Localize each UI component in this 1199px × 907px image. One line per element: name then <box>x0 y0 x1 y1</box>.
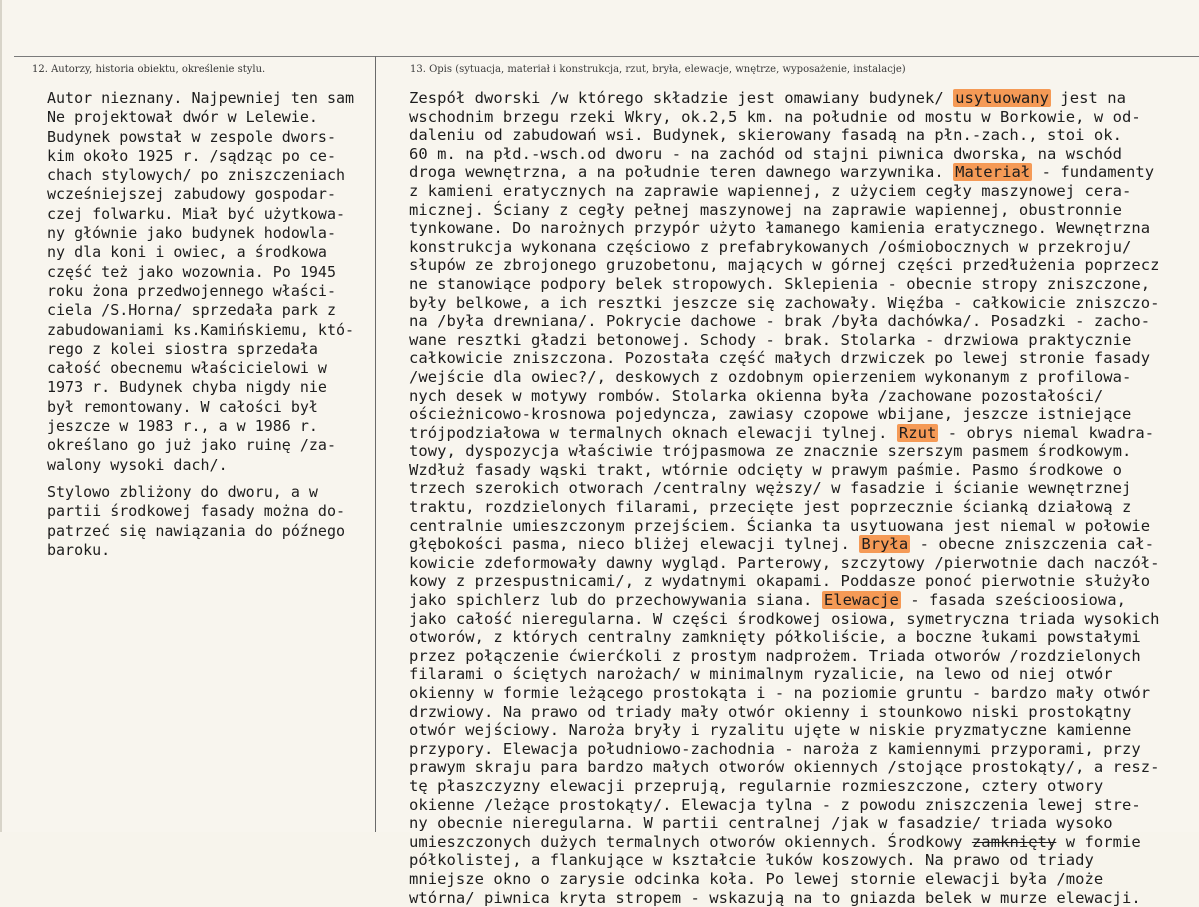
text-line: 1973 r. Budynek chyba nigdy nie <box>47 378 327 397</box>
text-segment: w formie <box>1056 832 1141 851</box>
text-line: ny głównie jako budynek hodowla- <box>47 224 336 243</box>
text-line: całość obecnemu właścicielowi w <box>47 359 327 378</box>
text-line: Autor nieznany. Najpewniej ten sam <box>47 89 355 107</box>
text-line <box>409 535 1199 554</box>
text-line: filarami o ściętych narożach/ w minimalnym ryzalicie, na lewo od niej otwór <box>409 665 1113 684</box>
text-line: wschodnim brzegu rzeki Wkry, ok.2,5 km. na południe od mostu w Borkowie, w od- <box>409 107 1141 126</box>
text-line: trzech szerokich otworach /centralny węższy/ w fasadzie i ścianie wewnętrznej <box>409 479 1132 498</box>
text-line: ościeżnicowo-krosnowa pojedyncza, zawiasy czopowe wbijane, jeszcze istniejące <box>409 405 1132 424</box>
text-line: słupów ze zbrojonego gruzobetonu, mających w górnej części przedłużenia poprzecz <box>409 256 1160 275</box>
text-line: 60 m. na płd.-wsch.od dworu - na zachód od stajni piwnica dworska, na wschód <box>409 144 1123 163</box>
text-line: ny obecnie nieregularna. W partii centralnej /jak w fasadzie/ triada wysoko <box>409 814 1113 833</box>
text-line: wane resztki gładzi betonowej. Schody - brak. Stolarka - drzwiowa praktycznie <box>409 330 1132 349</box>
text-line <box>409 833 1199 852</box>
text-line: wtórna/ piwnica kryta stropem - wskazują na to gniazda belek w murze elewacji. <box>409 888 1141 907</box>
text-line: ne stanowiące podpory belek stropowych. Sklepienia - obecnie stropy zniszczone, <box>409 274 1151 293</box>
text-line: tę płaszczyzny elewacji przeprują, regularnie rozmieszczone, cztery otwory <box>409 776 1104 795</box>
text-line: okienne /leżące prostokąty/. Elewacja tylna - z powodu zniszczenia lewej stre- <box>409 795 1141 814</box>
text-segment: jako spichlerz lub do przechowywania siana. <box>409 591 822 610</box>
text-segment: droga wewnętrzna, a na południe teren dawnego warzywnika. <box>409 163 954 182</box>
text-line: drzwiowy. Na prawo od triady mały otwór okienny i stounkowo niski prostokątny <box>409 702 1132 721</box>
text-line: jeszcze w 1983 r., a w 1986 r. <box>47 417 318 436</box>
text-line <box>409 89 1199 108</box>
text-line: daleniu od zabudowań wsi. Budynek, skierowany fasadą na płn.-zach., stoi ok. <box>409 126 1123 145</box>
text-segment: jest na <box>1050 89 1127 107</box>
text-line <box>409 163 1199 182</box>
paragraph-gap <box>47 475 365 483</box>
text-line <box>409 424 1199 443</box>
text-segment: - obecne zniszczenia cał- <box>910 535 1155 554</box>
text-line: kowicie zdeformowały dawny wygląd. Parterowy, szczytowy /pierwotnie dach naczół- <box>409 553 1160 572</box>
text-line <box>409 591 1199 610</box>
card-edge <box>0 0 2 832</box>
text-line: Stylowo zbliżony do dworu, a w <box>47 482 318 501</box>
text-line: /wejście dla owiec?/, deskowych z ozdobnym opierzeniem wykonanym z profilowa- <box>409 367 1132 386</box>
text-line: jako całość nieregularna. W części środkowej osiowa, symetryczna triada wysokich <box>409 609 1160 628</box>
text-line: Ne projektował dwór w Lelewie. <box>47 108 318 127</box>
text-line: przez połączenie ćwierćkoli z prostym nadprożem. Triada otworów /rozdzielonych <box>409 646 1141 665</box>
section-12-text <box>47 89 365 560</box>
text-line: tynkowane. Do narożnych przypór użyto łamanego kamienia eratycznego. Wewnętrzna <box>409 219 1151 238</box>
text-line: centralnie umieszczonym przejściem. Ścianka ta usytuowana jest niemal w połowie <box>409 516 1151 535</box>
text-line: nych desek w motywy rombów. Stolarka okienna była /zachowane pozostałości/ <box>409 386 1104 405</box>
keyword-highlight: Bryła <box>861 535 909 554</box>
text-segment: trójpodziałowa w termalnych oknach elewacji tylnej. <box>409 423 897 442</box>
text-line: towy, dyspozycja właściwie trójpasmowa ze znacznie szerszym pasmem środkowym. <box>409 442 1132 461</box>
text-line: zabudowaniami ks.Kamińskiemu, któ- <box>47 320 355 339</box>
struck-word: zamknięty <box>971 832 1057 851</box>
text-segment: - obrys niemal kwadra- <box>938 423 1155 442</box>
text-line: kowy z przespustnicami/, z wydatnymi okapami. Poddasze ponoć pierwotnie służyło <box>409 572 1151 591</box>
text-segment: - fundamenty <box>1032 163 1155 182</box>
text-line: konstrukcja wykonana częściowo z prefabrykowanych /ośmiobocznych w przekroju/ <box>409 237 1132 256</box>
text-segment: Zespół dworski /w którego składzie jest omawiany budynek/ <box>409 89 954 107</box>
text-segment: - fasada sześcioosiowa, <box>900 591 1127 610</box>
text-line: ny dla koni i owiec, a środkowa <box>47 243 327 262</box>
text-line: wcześniejszej zabudowy gospodar- <box>47 185 336 204</box>
section-13-heading: 13. Opis (sytuacja, materiał i konstrukcja, rzut, bryła, elewacje, wnętrze, wyposażenie, instalacje) <box>410 64 906 75</box>
text-segment: umieszczonych dużych termalnych otworów okiennych. Środkowy <box>409 832 972 851</box>
text-line: był remontowany. W całości był <box>47 397 318 416</box>
text-line: mniejsze okno o zarysie odcinka koła. Po lewej stornie elewacji była /może <box>409 869 1104 888</box>
text-line: otwór wejściowy. Naroża bryły i ryzalitu ujęte w niskie pryzmatyczne kamienne <box>409 721 1132 740</box>
section-13-text <box>409 89 1199 907</box>
keyword-highlight: Elewacje <box>823 591 899 610</box>
text-line: na /była drewniana/. Pokrycie dachowe - brak /była dachówka/. Posadzki - zacho- <box>409 312 1151 331</box>
text-line: kim około 1925 r. /sądząc po ce- <box>47 146 336 165</box>
text-line: całkowicie zniszczona. Pozostała część małych drzwiczek po lewej stronie fasady <box>409 349 1151 368</box>
text-line: okienny w formie leżącego prostokąta i - na poziomie gruntu - bardzo mały otwór <box>409 684 1151 702</box>
text-line: prawym skraju para bardzo małych otworów okiennych /stojące prostokąty/, a resz- <box>409 758 1160 777</box>
column-divider <box>375 56 376 832</box>
text-line: część też jako wozownia. Po 1945 <box>47 262 336 281</box>
text-line: walony wysoki dach/. <box>47 455 228 474</box>
text-line: otworów, z których centralny zamknięty półkoliście, a boczne łukami powstałymi <box>409 628 1141 647</box>
text-line: określano go już jako ruinę /za- <box>47 436 336 455</box>
text-line: traktu, rozdzielonych filarami, przecięte jest poprzecznie ścianką działową z <box>409 498 1132 517</box>
text-line: chach stylowych/ po zniszczeniach <box>47 166 346 185</box>
keyword-highlight: Rzut <box>898 423 937 442</box>
keyword-highlight: Materiał <box>955 163 1031 182</box>
text-line: półkolistej, a flankujące w kształcie łuków koszowych. Na prawo od triady <box>409 851 1094 870</box>
keyword-highlight: usytuowany <box>955 89 1049 107</box>
text-line: z kamieni eratycznych na zaprawie wapiennej, z użyciem cegły maszynowej cera- <box>409 181 1132 200</box>
text-line: Budynek powstał w zespole dwors- <box>47 127 336 146</box>
text-line: ciela /S.Horna/ sprzedała park z <box>47 301 336 320</box>
text-line: partii środkowej fasady można do- <box>47 502 346 521</box>
text-line: baroku. <box>47 540 111 559</box>
text-segment: głębokości pasma, nieco bliżej elewacji tylnej. <box>409 535 860 554</box>
text-line: Wzdłuż fasady wąski trakt, wtórnie odcięty w prawym paśmie. Pasmo środkowe o <box>409 460 1123 479</box>
text-line: roku żona przedwojennego właści- <box>47 281 336 300</box>
text-line: micznej. Ściany z cegły pełnej maszynowej na zaprawie wapiennej, obustronnie <box>409 200 1123 219</box>
text-line: były belkowe, a ich resztki jeszcze się zachowały. Więźba - całkowicie zniszczo- <box>409 293 1160 312</box>
text-line: rego z kolei siostra sprzedała <box>47 339 318 358</box>
header-rule <box>14 56 1199 57</box>
text-line: patrzeć się nawiązania do późnego <box>47 521 346 540</box>
text-line: czej folwarku. Miał być użytkowa- <box>47 204 346 223</box>
section-12-heading: 12. Autorzy, historia obiektu, określenie stylu. <box>32 64 266 75</box>
text-line: przypory. Elewacja południowo-zachodnia - naroża z kamiennymi przyporami, przy <box>409 739 1141 758</box>
